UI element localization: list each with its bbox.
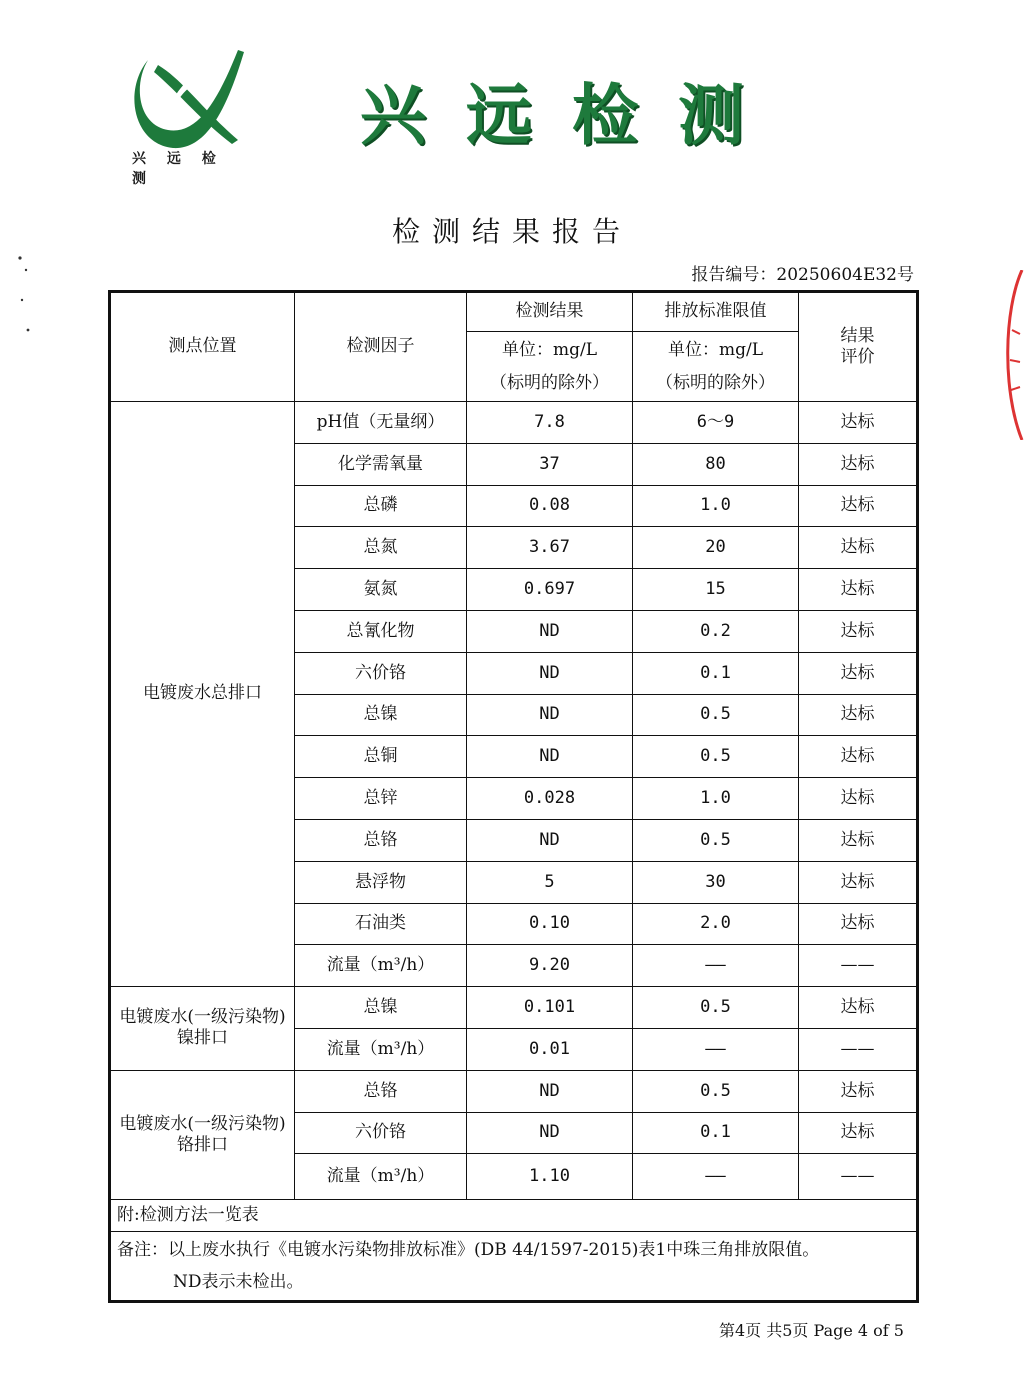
results-table	[108, 290, 919, 1303]
location-cell: 电镀废水(一级污染物)镍排口	[110, 987, 295, 1071]
red-stamp-edge-icon	[994, 270, 1024, 440]
limit-cell: 1.0	[633, 778, 799, 820]
evaluation-cell: 达标	[799, 610, 918, 652]
table-row	[110, 1070, 918, 1112]
remark-line2: ND表示未检出。	[173, 1272, 304, 1293]
location-cell: 电镀废水(一级污染物)铬排口	[110, 1070, 295, 1200]
header-location: 测点位置	[110, 292, 295, 402]
factor-cell: 总氰化物	[295, 610, 467, 652]
evaluation-cell: ——	[799, 1028, 918, 1070]
limit-cell: 0.5	[633, 819, 799, 861]
limit-cell: 2.0	[633, 903, 799, 945]
limit-cell: ——	[633, 1028, 799, 1070]
limit-cell: 20	[633, 527, 799, 569]
evaluation-cell: 达标	[799, 1070, 918, 1112]
company-name: 兴远检测	[360, 76, 784, 154]
factor-cell: 总镍	[295, 694, 467, 736]
result-note: （标明的除外）	[490, 372, 609, 393]
limit-cell: 0.2	[633, 610, 799, 652]
evaluation-cell: 达标	[799, 443, 918, 485]
evaluation-cell: 达标	[799, 778, 918, 820]
factor-cell: 总铬	[295, 1070, 467, 1112]
evaluation-cell: 达标	[799, 861, 918, 903]
limit-cell: 0.5	[633, 694, 799, 736]
result-cell: ND	[467, 1070, 633, 1112]
result-cell: 5	[467, 861, 633, 903]
factor-cell: 六价铬	[295, 1112, 467, 1154]
evaluation-cell: 达标	[799, 736, 918, 778]
evaluation-cell: 达标	[799, 485, 918, 527]
limit-cell: 0.1	[633, 1112, 799, 1154]
factor-cell: 总铬	[295, 819, 467, 861]
result-cell: ND	[467, 736, 633, 778]
result-cell: 0.697	[467, 569, 633, 611]
limit-cell: 30	[633, 861, 799, 903]
evaluation-cell: 达标	[799, 527, 918, 569]
header-evaluation	[799, 292, 918, 402]
header-evaluation-line1: 结果	[840, 325, 875, 346]
limit-cell: 1.0	[633, 485, 799, 527]
result-cell: 0.01	[467, 1028, 633, 1070]
header-evaluation-line2: 评价	[840, 347, 875, 367]
evaluation-cell: 达标	[799, 694, 918, 736]
remarks	[110, 1232, 918, 1302]
header-factor: 检测因子	[295, 292, 467, 402]
result-cell: 0.028	[467, 778, 633, 820]
location-cell: 电镀废水总排口	[110, 402, 295, 987]
factor-cell: 总氮	[295, 527, 467, 569]
appendix-note: 附:检测方法一览表	[110, 1200, 918, 1232]
limit-cell: ——	[633, 945, 799, 987]
factor-cell: 化学需氧量	[295, 443, 467, 485]
result-cell: ND	[467, 610, 633, 652]
scan-specks-icon	[14, 250, 34, 340]
evaluation-cell: 达标	[799, 819, 918, 861]
evaluation-cell: 达标	[799, 903, 918, 945]
result-cell: 9.20	[467, 945, 633, 987]
factor-cell: 总锌	[295, 778, 467, 820]
evaluation-cell: 达标	[799, 569, 918, 611]
result-cell: 1.10	[467, 1154, 633, 1200]
table-row	[110, 987, 918, 1029]
limit-cell: 80	[633, 443, 799, 485]
result-cell: 0.101	[467, 987, 633, 1029]
logo-caption: 兴 远 检 测	[132, 151, 224, 187]
remark-line1: 备注：以上废水执行《电镀水污染物排放标准》(DB 44/1597-2015)表1中珠三角排放限值。	[117, 1240, 820, 1261]
factor-cell: 悬浮物	[295, 861, 467, 903]
limit-cell: 0.1	[633, 652, 799, 694]
result-cell: 37	[467, 443, 633, 485]
limit-unit: 单位：mg/L	[667, 340, 764, 361]
factor-cell: 流量（m³/h）	[295, 945, 467, 987]
evaluation-cell: 达标	[799, 402, 918, 444]
result-cell: 0.10	[467, 903, 633, 945]
result-cell: ND	[467, 652, 633, 694]
limit-cell: 0.5	[633, 987, 799, 1029]
header-result-unit	[467, 332, 633, 402]
header-result: 检测结果	[467, 292, 633, 332]
limit-note: （标明的除外）	[656, 372, 775, 393]
evaluation-cell: ——	[799, 945, 918, 987]
limit-cell: ——	[633, 1154, 799, 1200]
factor-cell: 流量（m³/h）	[295, 1028, 467, 1070]
result-unit: 单位：mg/L	[501, 340, 598, 361]
factor-cell: 总磷	[295, 485, 467, 527]
result-cell: 0.08	[467, 485, 633, 527]
factor-cell: 总铜	[295, 736, 467, 778]
limit-cell: 6～9	[633, 402, 799, 444]
evaluation-cell: 达标	[799, 987, 918, 1029]
factor-cell: 六价铬	[295, 652, 467, 694]
table-row	[110, 402, 918, 444]
header-limit-unit	[633, 332, 799, 402]
limit-cell: 0.5	[633, 736, 799, 778]
result-cell: ND	[467, 694, 633, 736]
result-cell: 3.67	[467, 527, 633, 569]
result-cell: ND	[467, 819, 633, 861]
evaluation-cell: 达标	[799, 1112, 918, 1154]
report-number: 报告编号：20250604E32号	[691, 265, 914, 285]
evaluation-cell: 达标	[799, 652, 918, 694]
result-cell: ND	[467, 1112, 633, 1154]
factor-cell: 氨氮	[295, 569, 467, 611]
limit-cell: 15	[633, 569, 799, 611]
evaluation-cell: ——	[799, 1154, 918, 1200]
report-title: 检测结果报告	[391, 215, 632, 248]
factor-cell: 流量（m³/h）	[295, 1154, 467, 1200]
result-cell: 7.8	[467, 402, 633, 444]
limit-cell: 0.5	[633, 1070, 799, 1112]
factor-cell: 总镍	[295, 987, 467, 1029]
page-number: 第4页 共5页 Page 4 of 5	[718, 1321, 904, 1340]
factor-cell: 石油类	[295, 903, 467, 945]
factor-cell: pH值（无量纲）	[295, 402, 467, 444]
header-limit: 排放标准限值	[633, 292, 799, 332]
